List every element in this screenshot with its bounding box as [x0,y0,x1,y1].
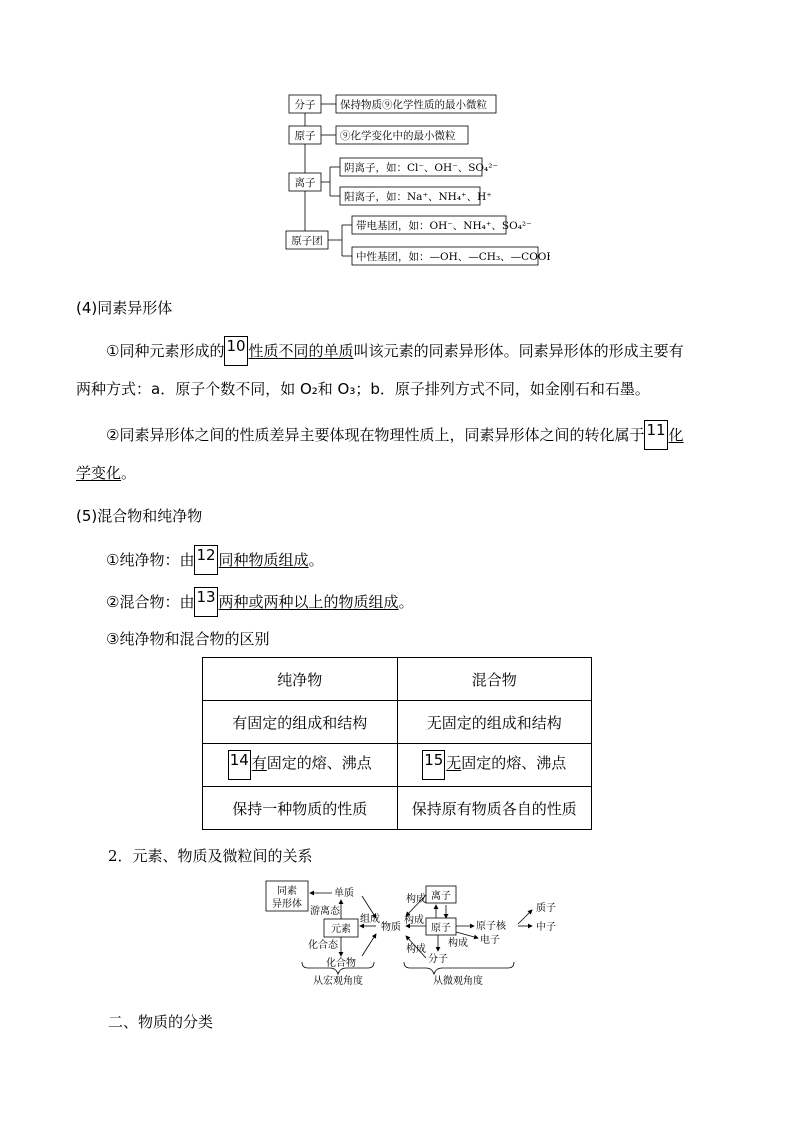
answer-13: 两种或两种以上的物质组成 [218,593,399,611]
free-state: 游离态 [310,906,340,917]
answer-10: 性质不同的单质 [248,342,354,360]
answer-14: 有 [251,754,267,772]
table-cell: 有固定的组成和结构 [203,701,398,744]
difference-title: ③纯净物和混合物的区别 [106,630,270,648]
table-row [203,787,592,830]
particle-diagram [280,88,550,268]
constitute-label: 构成 [406,894,426,905]
answer-11: 化 [668,426,684,444]
ion-label: 离子 [431,891,451,902]
table-header-pure: 纯净物 [203,658,398,701]
text: 。 [308,551,324,569]
answer-number-15: 15 [422,750,445,780]
answer-number-12: 12 [194,545,217,575]
answer-number-13: 13 [194,587,217,617]
constitute-label: 构成 [406,944,426,955]
constitute-label: 构成 [448,938,468,949]
label-atom: 原子 [294,130,316,142]
neutral-group-desc: 中性基团，如：—OH、—CH₃、—COOH [356,251,550,263]
table-row [203,744,592,787]
label-ion: 离子 [294,177,316,189]
text: 叫该元素的同素异形体。同素异形体的形成主要有 [353,342,684,360]
simple-substance: 单质 [334,888,354,899]
answer-15: 无 [446,754,462,772]
section4-para1-cont: 两种方式：a．原子个数不同，如 O₂和 O₃；b．原子排列方式不同，如金刚石和石墨。 [76,380,650,398]
micro-view-label: 从微观角度 [433,976,483,987]
macro-view-label: 从宏观角度 [313,976,363,987]
text: 。 [398,593,414,611]
charged-group-desc: 带电基团，如：OH⁻、NH₄⁺、SO₄²⁻ [356,220,532,232]
section4-para2-cont [76,462,136,484]
electron-label: 电子 [480,935,500,946]
text: ②混合物：由 [106,593,195,611]
text: 固定的熔、沸点 [266,754,372,772]
text: 固定的熔、沸点 [461,754,567,772]
answer-number-14: 14 [228,750,251,780]
proton-label: 质子 [536,903,556,914]
answer-number-11: 11 [644,420,667,450]
pure-substance-def [106,545,324,575]
answer-12: 同种物质组成 [218,551,309,569]
table-cell: 保持原有物质各自的性质 [397,787,592,830]
label-molecule: 分子 [294,99,316,111]
element-label: 元素 [331,924,351,935]
section4-para2 [106,420,684,450]
allotrope-label-1: 同素 [277,886,297,897]
mixture-def [106,587,414,617]
anion-desc: 阴离子，如：Cl⁻、OH⁻、SO₄²⁻ [344,162,499,174]
section-relation-title: 2．元素、物质及微粒间的关系 [108,847,313,865]
label-group: 原子团 [291,235,323,247]
relation-diagram [262,876,562,988]
molecule-desc: 保持物质⑨化学性质的最小微粒 [340,99,487,111]
text: ①纯净物：由 [106,551,195,569]
combined-state: 化合态 [308,940,338,951]
table-cell [203,744,398,787]
table-cell [397,744,592,787]
neutron-label: 中子 [536,922,556,933]
text: 。 [121,464,137,482]
answer-11-cont: 学变化 [76,464,122,482]
comparison-table [202,657,592,830]
table-row [203,701,592,744]
answer-number-10: 10 [224,336,247,366]
text: ①同种元素形成的 [106,342,225,360]
section5-title: (5)混合物和纯净物 [76,507,203,525]
constitute-label: 构成 [404,915,424,926]
allotrope-label-2: 异形体 [272,899,302,910]
section4-title: (4)同素异形体 [76,299,173,317]
table-header-mixture: 混合物 [397,658,592,701]
atom-label: 原子 [431,923,451,934]
section4-para1 [106,336,684,366]
table-cell: 保持一种物质的性质 [203,787,398,830]
nucleus-label: 原子核 [476,921,506,932]
atom-desc: ⑨化学变化中的最小微粒 [340,130,456,142]
compose-label: 组成 [360,914,380,925]
molecule-label: 分子 [428,954,448,965]
table-row [203,658,592,701]
cation-desc: 阳离子，如：Na⁺、NH₄⁺、H⁺ [344,191,492,203]
text: ②同素异形体之间的性质差异主要体现在物理性质上，同素异形体之间的转化属于 [106,426,645,444]
compound-label: 化合物 [326,958,356,969]
table-cell: 无固定的组成和结构 [397,701,592,744]
substance-label: 物质 [381,922,401,933]
section-classification-title: 二、物质的分类 [108,1013,214,1031]
